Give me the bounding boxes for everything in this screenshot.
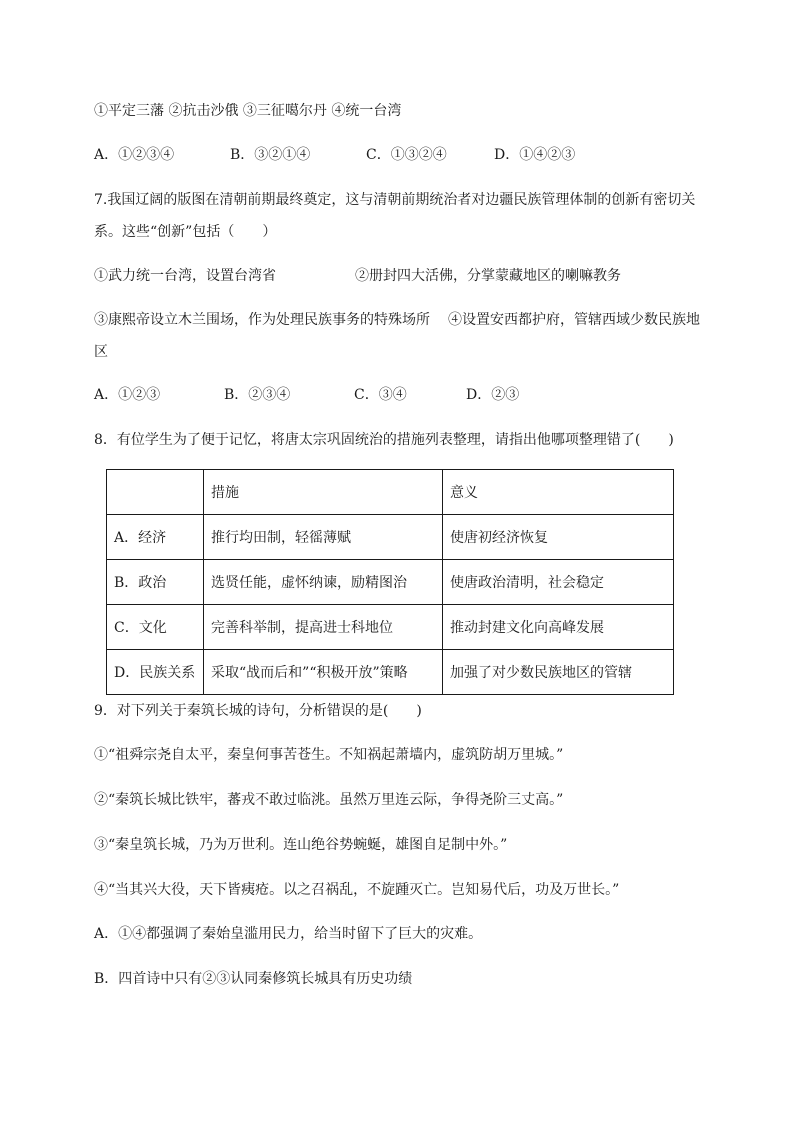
table-cell: A．经济 [107, 515, 204, 560]
q9-poem-1: ①“祖舜宗尧自太平，秦皇何事苦苍生。不知祸起萧墙内，虚筑防胡万里城。” [94, 747, 564, 763]
table-row [107, 515, 674, 560]
table-header-row [107, 470, 674, 515]
table-row [107, 605, 674, 650]
q6-option-c: C．①③②④ [366, 147, 447, 163]
table-row [107, 650, 674, 695]
q7-options [94, 385, 714, 405]
q9-option-a: A．①④都强调了秦始皇滥用民力，给当时留下了巨大的灾难。 [94, 926, 483, 942]
q9-poem-2: ②“秦筑长城比铁牢，蕃戎不敢过临洮。虽然万里连云际，争得尧阶三丈高。” [94, 792, 564, 808]
table-header-cell [107, 470, 204, 515]
q7-option-a: A．①②③ [94, 387, 161, 403]
table-cell: C．文化 [107, 605, 204, 650]
table-cell: 推动封建文化向高峰发展 [443, 605, 674, 650]
table-row [107, 560, 674, 605]
q7-stem-line1: 7.我国辽阔的版图在清朝前期最终奠定，这与清朝前期统治者对边疆民族管理体制的创新有密切关 [94, 192, 696, 208]
q7-stem-line2: 系。这些“创新”包括（ ） [94, 224, 277, 240]
table-cell: 采取“战而后和”“积极开放”策略 [204, 650, 443, 695]
q7-item-1: ①武力统一台湾，设置台湾省 [94, 268, 276, 284]
table-cell: 加强了对少数民族地区的管辖 [443, 650, 674, 695]
q6-option-b: B．③②①④ [230, 147, 311, 163]
q8-stem: 8．有位学生为了便于记忆，将唐太宗巩固统治的措施列表整理，请指出他哪项整理错了( ) [94, 432, 674, 448]
q9-option-b: B．四首诗中只有②③认同秦修筑长城具有历史功绩 [94, 971, 413, 987]
q7-option-d: D．②③ [466, 387, 520, 403]
q7-option-b: B．②③④ [224, 387, 291, 403]
q9-poem-4: ④“当其兴大役，天下皆痍疮。以之召祸乱，不旋踵灭亡。岂知易代后，功及万世长。” [94, 882, 620, 898]
q8-table [106, 469, 674, 695]
q7-item-4: ④设置安西都护府，管辖西域少数民族地 [448, 312, 700, 328]
table-cell: 推行均田制，轻徭薄赋 [204, 515, 443, 560]
q6-items: ①平定三藩 ②抗击沙俄 ③三征噶尔丹 ④统一台湾 [94, 103, 402, 119]
table-header-cell: 措施 [204, 470, 443, 515]
q7-item-2: ②册封四大活佛，分掌蒙藏地区的喇嘛教务 [355, 268, 621, 284]
q7-item-3: ③康熙帝设立木兰围场，作为处理民族事务的特殊场所 [94, 312, 430, 328]
q6-option-d: D．①④②③ [494, 147, 576, 163]
q6-options [94, 145, 714, 165]
q9-stem: 9．对下列关于秦筑长城的诗句，分析错误的是( ) [94, 703, 422, 719]
table-cell: B．政治 [107, 560, 204, 605]
q7-item-4-cont: 区 [94, 344, 108, 360]
table-cell: 完善科举制，提高进士科地位 [204, 605, 443, 650]
table-header-cell: 意义 [443, 470, 674, 515]
table-cell: 使唐政治清明，社会稳定 [443, 560, 674, 605]
table-cell: 使唐初经济恢复 [443, 515, 674, 560]
q9-poem-3: ③“秦皇筑长城，乃为万世利。连山绝谷势蜿蜒，雄图自足制中外。” [94, 837, 508, 853]
table-cell: D．民族关系 [107, 650, 204, 695]
q7-option-c: C．③④ [354, 387, 407, 403]
table-cell: 选贤任能，虚怀纳谏，励精图治 [204, 560, 443, 605]
q6-option-a: A．①②③④ [94, 147, 175, 163]
